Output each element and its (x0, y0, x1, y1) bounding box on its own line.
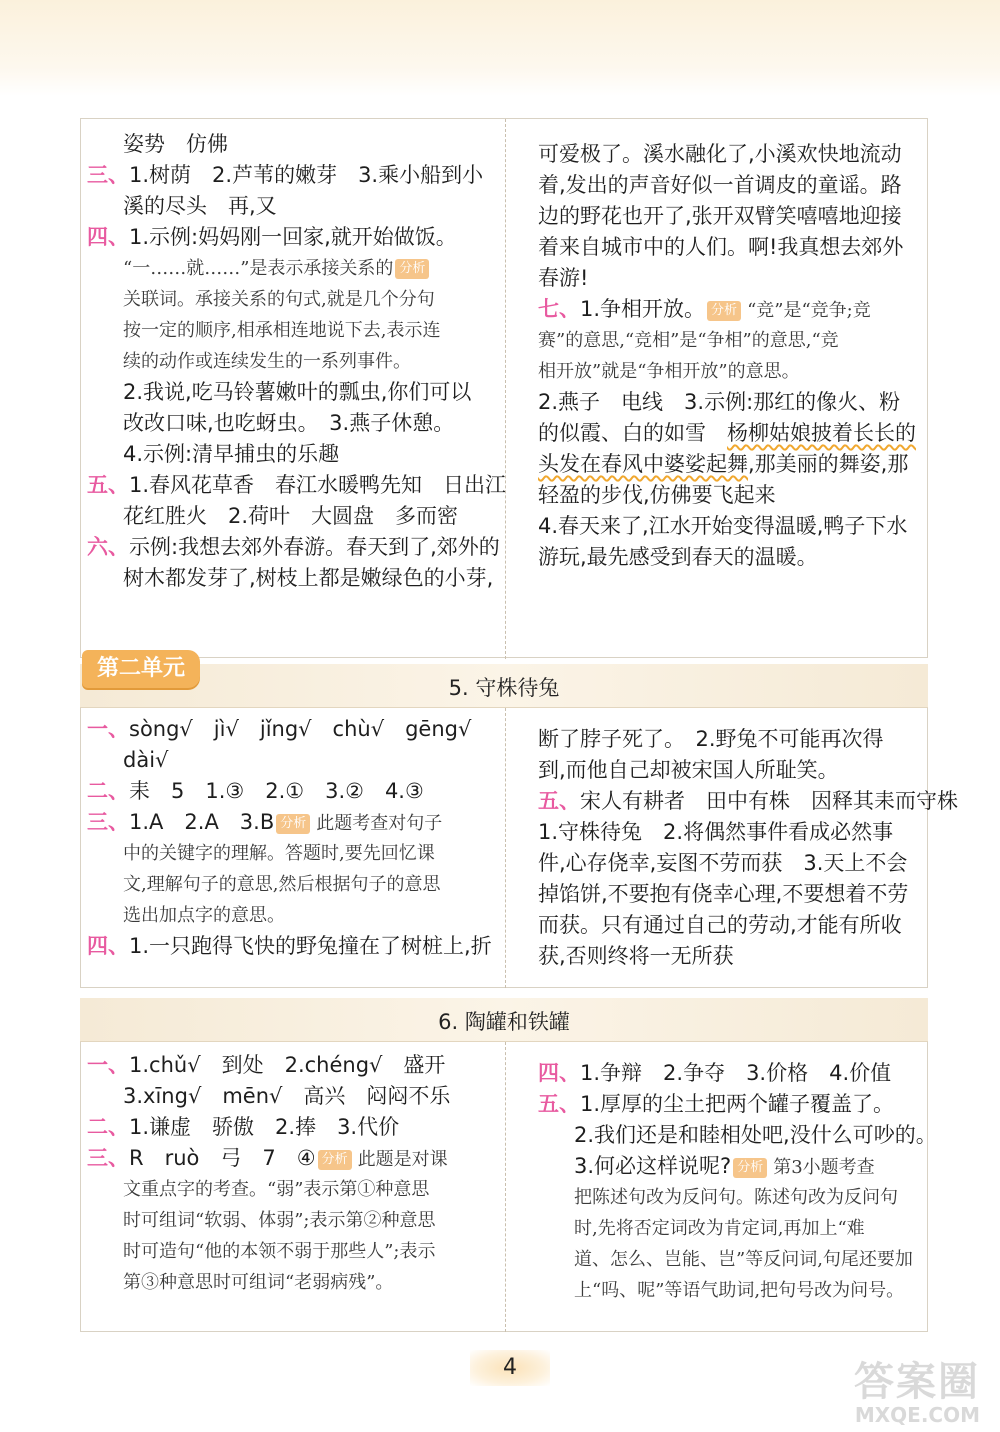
unit-badge: 第二单元 (82, 650, 200, 688)
answer-line (538, 325, 919, 356)
answer-text: 耒 5 1.③ 2.① 3.② 4.③ (129, 779, 424, 803)
answer-line (87, 1081, 495, 1112)
lesson5-panel (80, 708, 958, 988)
answer-line (538, 910, 919, 941)
question-number: 二、 (87, 1115, 129, 1139)
answer-text: 掉馅饼,不要抱有侥幸心理,不要想着不劳 (538, 882, 909, 906)
lesson6-right-column (505, 1042, 937, 1332)
answer-line (87, 191, 495, 222)
answer-text: 示例:我想去郊外春游。春天到了,郊外的 (129, 535, 500, 559)
answer-line (87, 776, 495, 807)
answer-line (538, 1244, 919, 1275)
answer-line (538, 170, 919, 201)
answer-text: 相开放”就是“争相开放”的意思。 (538, 361, 800, 382)
answer-text: 关联词。承接关系的句式,就是几个分句 (123, 289, 435, 310)
analysis-text: 第3小题考查 (773, 1157, 875, 1178)
answer-text: 4.春天来了,江水开始变得温暖,鸭子下水 (538, 514, 908, 538)
answer-text: 续的动作或连续发生的一系列事件。 (123, 351, 411, 372)
lesson6-title: 6. 陶罐和铁罐 (438, 1010, 570, 1034)
question-number: 一、 (87, 717, 129, 741)
answer-text: 花红胜火 2.荷叶 大圆盘 多而密 (123, 504, 459, 528)
section1-panel (80, 118, 928, 658)
answer-line (538, 755, 919, 786)
highlighted-text: 杨柳姑娘披着长长的 (727, 421, 916, 445)
analysis-tag: 分析 (707, 301, 741, 321)
answer-line (87, 284, 495, 315)
answer-text: 改改口味,也吃蚜虫。 3.燕子休憩。 (123, 411, 455, 435)
answer-text: 选出加点字的意思。 (123, 905, 285, 926)
logo-url: MXQE.COM (854, 1403, 980, 1427)
answer-line (87, 1174, 495, 1205)
answer-line (538, 201, 919, 232)
answer-line (538, 879, 919, 910)
answer-line (87, 470, 507, 501)
answer-line (87, 745, 495, 776)
answer-text: ,那美丽的舞姿,那 (748, 452, 909, 476)
answer-text: 3.xīng√ mēn√ 高兴 闷闷不乐 (123, 1084, 451, 1108)
answer-line (538, 848, 919, 879)
answer-line (87, 222, 495, 253)
watermark-logo (810, 1360, 980, 1428)
question-number: 五、 (538, 1092, 580, 1116)
analysis-tag: 分析 (395, 259, 429, 279)
answer-line (538, 449, 919, 480)
answer-line (87, 1205, 495, 1236)
answer-text: dài√ (123, 748, 169, 772)
answer-text: 时可组词“软弱、体弱”;表示第②种意思 (123, 1210, 436, 1231)
answer-line (87, 807, 495, 838)
answer-text: 而获。只有通过自己的劳动,才能有所收 (538, 913, 902, 937)
answer-text: 1.示例:妈妈刚一回家,就开始做饭。 (129, 225, 457, 249)
answer-text: 断了脖子死了。 2.野兔不可能再次得 (538, 727, 884, 751)
lesson5-title: 5. 守株待兔 (448, 676, 560, 700)
answer-text: 时,先将否定词改为肯定词,再加上“难 (574, 1218, 865, 1239)
answer-line (538, 1275, 919, 1306)
answer-text: 春游! (538, 266, 589, 290)
answer-text: 姿势 仿佛 (123, 132, 228, 156)
answer-text: 轻盈的步伐,仿佛要飞起来 (538, 483, 776, 507)
lesson6-panel (80, 1042, 937, 1332)
answer-line (87, 1236, 495, 1267)
lesson6-header (80, 998, 928, 1042)
lesson5-header (80, 664, 928, 708)
answer-text: 1.争辩 2.争夺 3.价格 4.价值 (580, 1061, 892, 1085)
answer-line (538, 263, 919, 294)
answer-line (87, 346, 495, 377)
answer-text: 1.树荫 2.芦苇的嫩芽 3.乘小船到小 (129, 163, 484, 187)
answer-text: 的似霞、白的如雪 (538, 421, 727, 445)
lesson5-left-column (81, 708, 505, 962)
answer-text: 2.我说,吃马铃薯嫩叶的瓢虫,你们可以 (123, 380, 472, 404)
answer-text: 边的野花也开了,张开双臂笑嘻嘻地迎接 (538, 204, 902, 228)
answer-text: 着,发出的声音好似一首调皮的童谣。路 (538, 173, 902, 197)
answer-text: 按一定的顺序,相承相连地说下去,表示连 (123, 320, 441, 341)
answer-line (87, 377, 495, 408)
answer-text: 赛”的意思,“竞相”是“争相”的意思,“竞 (538, 330, 839, 351)
analysis-tag: 分析 (276, 814, 310, 834)
lesson5-right-column (505, 708, 958, 988)
answer-text: 中的关键字的理解。答题时,要先回忆课 (123, 843, 435, 864)
answer-text: 件,心存侥幸,妄图不劳而获 3.天上不会 (538, 851, 908, 875)
question-number: 三、 (87, 163, 129, 187)
answer-text: 可爱极了。溪水融化了,小溪欢快地流动 (538, 142, 902, 166)
answer-line (87, 532, 500, 563)
answer-text: 游玩,最先感受到春天的温暖。 (538, 545, 818, 569)
section1-right-column (505, 119, 929, 659)
answer-text: 上“吗、呢”等语气助词,把句号改为问号。 (574, 1280, 905, 1301)
answer-line (87, 714, 495, 745)
answer-text: 1.守株待兔 2.将偶然事件看成必然事 (538, 820, 894, 844)
answer-text: 着来自城市中的人们。啊!我真想去郊外 (538, 235, 904, 259)
answer-line (538, 817, 919, 848)
answer-text: 1.春风花草香 春江水暖鸭先知 日出江 (129, 473, 507, 497)
answer-line (538, 1151, 919, 1182)
answer-line (538, 511, 919, 542)
answer-text: 文,理解句子的意思,然后根据句子的意思 (123, 874, 441, 895)
answer-text: 2.我们还是和睦相处吧,没什么可吵的。 (574, 1123, 937, 1147)
answer-text: 4.示例:清早捕虫的乐趣 (123, 442, 340, 466)
answer-text: 溪的尽头 再,又 (123, 194, 277, 218)
highlighted-text: 头发在春风中婆娑起舞 (538, 452, 748, 476)
answer-line (538, 1089, 919, 1120)
analysis-text: 此题考查对句子 (316, 813, 443, 834)
answer-text: R ruò 弓 7 ④ (129, 1146, 316, 1170)
answer-text: sòng√ jì√ jǐng√ chù√ gēng√ (129, 717, 472, 741)
answer-text: 时可造句“他的本领不弱于那些人”;表示 (123, 1241, 436, 1262)
answer-text: 1.争相开放。 (580, 297, 706, 321)
lesson6-left-column (81, 1042, 505, 1298)
answer-text: 1.谦虚 骄傲 2.捧 3.代价 (129, 1115, 400, 1139)
answer-line (538, 1120, 937, 1151)
question-number: 三、 (87, 810, 129, 834)
answer-text: 树木都发芽了,树枝上都是嫩绿色的小芽, (123, 566, 494, 590)
answer-text: 第③种意思时可组词“老弱病残”。 (123, 1272, 394, 1293)
answer-line (87, 931, 495, 962)
answer-line (538, 294, 919, 325)
page-number: 4 (470, 1350, 550, 1386)
answer-line (87, 900, 495, 931)
answer-line (87, 1050, 495, 1081)
answer-line (87, 838, 495, 869)
section1-left-column (81, 119, 505, 594)
answer-line (538, 232, 919, 263)
answer-line (538, 542, 919, 573)
question-number: 三、 (87, 1146, 129, 1170)
question-number: 一、 (87, 1053, 129, 1077)
answer-text: 文重点字的考查。“弱”表示第①种意思 (123, 1179, 430, 1200)
question-number: 四、 (87, 934, 129, 958)
answer-line (538, 480, 919, 511)
answer-text: 2.燕子 电线 3.示例:那红的像火、粉 (538, 390, 901, 414)
answer-line (87, 563, 495, 594)
logo-text: 答案圈 (854, 1359, 980, 1405)
answer-line (538, 1182, 919, 1213)
analysis-tag: 分析 (733, 1158, 767, 1178)
analysis-text: 此题是对课 (357, 1149, 448, 1170)
answer-text: 获,否则终将一无所获 (538, 944, 734, 968)
question-number: 七、 (538, 297, 580, 321)
answer-line (538, 356, 919, 387)
answer-text: “一……就……”是表示承接关系的 (123, 258, 394, 279)
answer-text: 1.厚厚的尘土把两个罐子覆盖了。 (580, 1092, 895, 1116)
answer-line (87, 1143, 495, 1174)
answer-text: 1.一只跑得飞快的野兔撞在了树桩上,折 (129, 934, 492, 958)
answer-line (538, 941, 919, 972)
analysis-text: “竞”是“竞争;竞 (747, 300, 871, 321)
answer-line (87, 408, 495, 439)
question-number: 四、 (538, 1061, 580, 1085)
answer-line (87, 1112, 495, 1143)
answer-line (538, 418, 919, 449)
answer-line (87, 253, 495, 284)
question-number: 五、 (87, 473, 129, 497)
answer-line (87, 1267, 495, 1298)
answer-line (87, 501, 495, 532)
answer-text: 把陈述句改为反问句。陈述句改为反问句 (574, 1187, 898, 1208)
question-number: 五、 (538, 789, 580, 813)
answer-line (538, 1058, 919, 1089)
answer-line (538, 786, 958, 817)
question-number: 二、 (87, 779, 129, 803)
answer-text: 宋人有耕者 田中有株 因释其耒而守株 (580, 789, 958, 813)
answer-line (538, 1213, 919, 1244)
answer-text: 1.chǔ√ 到处 2.chéng√ 盛开 (129, 1053, 446, 1077)
question-number: 四、 (87, 225, 129, 249)
answer-line (538, 139, 919, 170)
answer-line (538, 387, 919, 418)
answer-line (87, 129, 495, 160)
answer-text: 道、怎么、岂能、岂”等反问词,句尾还要加 (574, 1249, 913, 1270)
answer-text: 到,而他自己却被宋国人所耻笑。 (538, 758, 839, 782)
answer-line (87, 869, 495, 900)
answer-line (87, 439, 495, 470)
answer-line (538, 724, 919, 755)
analysis-tag: 分析 (318, 1150, 352, 1170)
answer-line (87, 160, 495, 191)
question-number: 六、 (87, 535, 129, 559)
answer-line (87, 315, 495, 346)
answer-text: 1.A 2.A 3.B (129, 810, 275, 834)
top-decoration (0, 0, 1000, 96)
answer-text: 3.何必这样说呢? (574, 1154, 732, 1178)
